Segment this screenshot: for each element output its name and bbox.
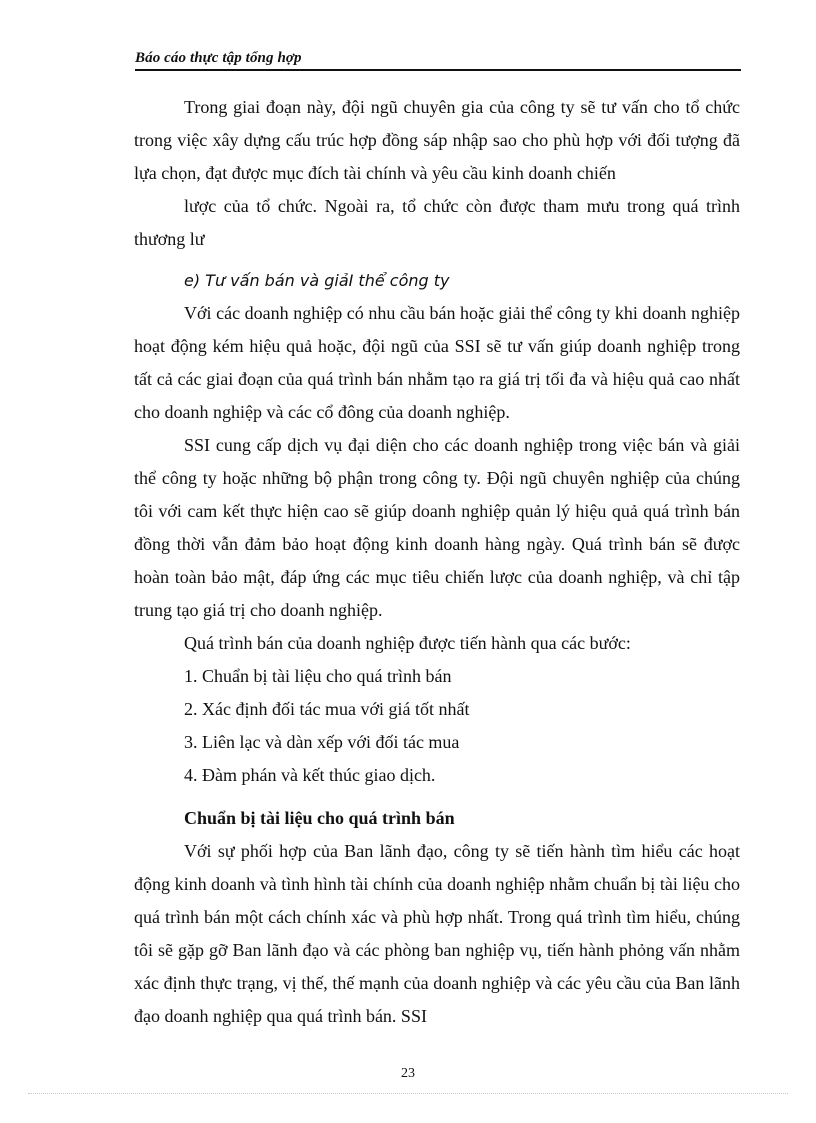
paragraph-selling-dissolution: Với các doanh nghiệp có nhu cầu bán hoặc giải thể công ty khi doanh nghiệp hoạt động kém hiệu quả hoặc, đội ngũ của SSI sẽ tư vấn giúp doanh nghiệp trong tất cả các giai đoạn của quá trình bán nhằm tạo ra giá trị tối đa và hiệu quả cao nhất cho doanh nghiệp và các cổ đông của doanh nghiệp. — [134, 303, 740, 422]
footer-divider — [28, 1093, 788, 1094]
section-heading-e: e) Tư vấn bán và giảI thể công ty — [184, 271, 450, 290]
spacer — [134, 792, 740, 802]
paragraph-consulting-merger-continued: lược của tổ chức. Ngoài ra, tổ chức còn được tham mưu trong quá trình thương lư — [134, 196, 740, 249]
list-item-step-1: 1. Chuẩn bị tài liệu cho quá trình bán — [184, 666, 452, 686]
list-item-step-2: 2. Xác định đối tác mua với giá tốt nhất — [184, 699, 470, 719]
list-item-step-3: 3. Liên lạc và dàn xếp với đối tác mua — [184, 732, 460, 752]
steps-intro: Quá trình bán của doanh nghiệp được tiến hành qua các bước: — [184, 633, 631, 653]
document-body — [134, 91, 740, 1033]
list-item-step-4: 4. Đàm phán và kết thúc giao dịch. — [184, 765, 436, 785]
header-title: Báo cáo thực tập tổng hợp — [135, 50, 302, 66]
spacer — [134, 256, 740, 264]
paragraph-ssi-services: SSI cung cấp dịch vụ đại diện cho các doanh nghiệp trong việc bán và giải thể công ty hoặc những bộ phận trong công ty. Đội ngũ chuyên nghiệp của chúng tôi với cam kết thực hiện cao sẽ giúp doanh nghiệp quản lý hiệu quả quá trình bán đồng thời vẫn đảm bảo hoạt động kinh doanh hàng ngày. Quá trình bán sẽ được hoàn toàn bảo mật, đáp ứng các mục tiêu chiến lược của doanh nghiệp, và chỉ tập trung tạo giá trị cho doanh nghiệp. — [134, 435, 740, 620]
paragraph-consulting-merger: Trong giai đoạn này, đội ngũ chuyên gia của công ty sẽ tư vấn cho tổ chức trong việc xây dựng cấu trúc hợp đồng sáp nhập sao cho phù hợp với đối tượng đã lựa chọn, đạt được mục đích tài chính và yêu cầu kinh doanh chiến — [134, 97, 740, 183]
page-number: 23 — [401, 1066, 415, 1081]
subsection-heading-prepare-documents: Chuẩn bị tài liệu cho quá trình bán — [184, 808, 455, 828]
page-header — [135, 49, 741, 71]
paragraph-prepare-documents: Với sự phối hợp của Ban lãnh đạo, công ty sẽ tiến hành tìm hiểu các hoạt động kinh doanh và tình hình tài chính của doanh nghiệp nhằm chuẩn bị tài liệu cho quá trình bán một cách chính xác và phù hợp nhất. Trong quá trình tìm hiểu, chúng tôi sẽ gặp gỡ Ban lãnh đạo và các phòng ban nghiệp vụ, tiến hành phỏng vấn nhằm xác định thực trạng, vị thế, thế mạnh của doanh nghiệp và các yêu cầu của Ban lãnh đạo doanh nghiệp qua quá trình bán. SSI — [134, 841, 740, 1026]
